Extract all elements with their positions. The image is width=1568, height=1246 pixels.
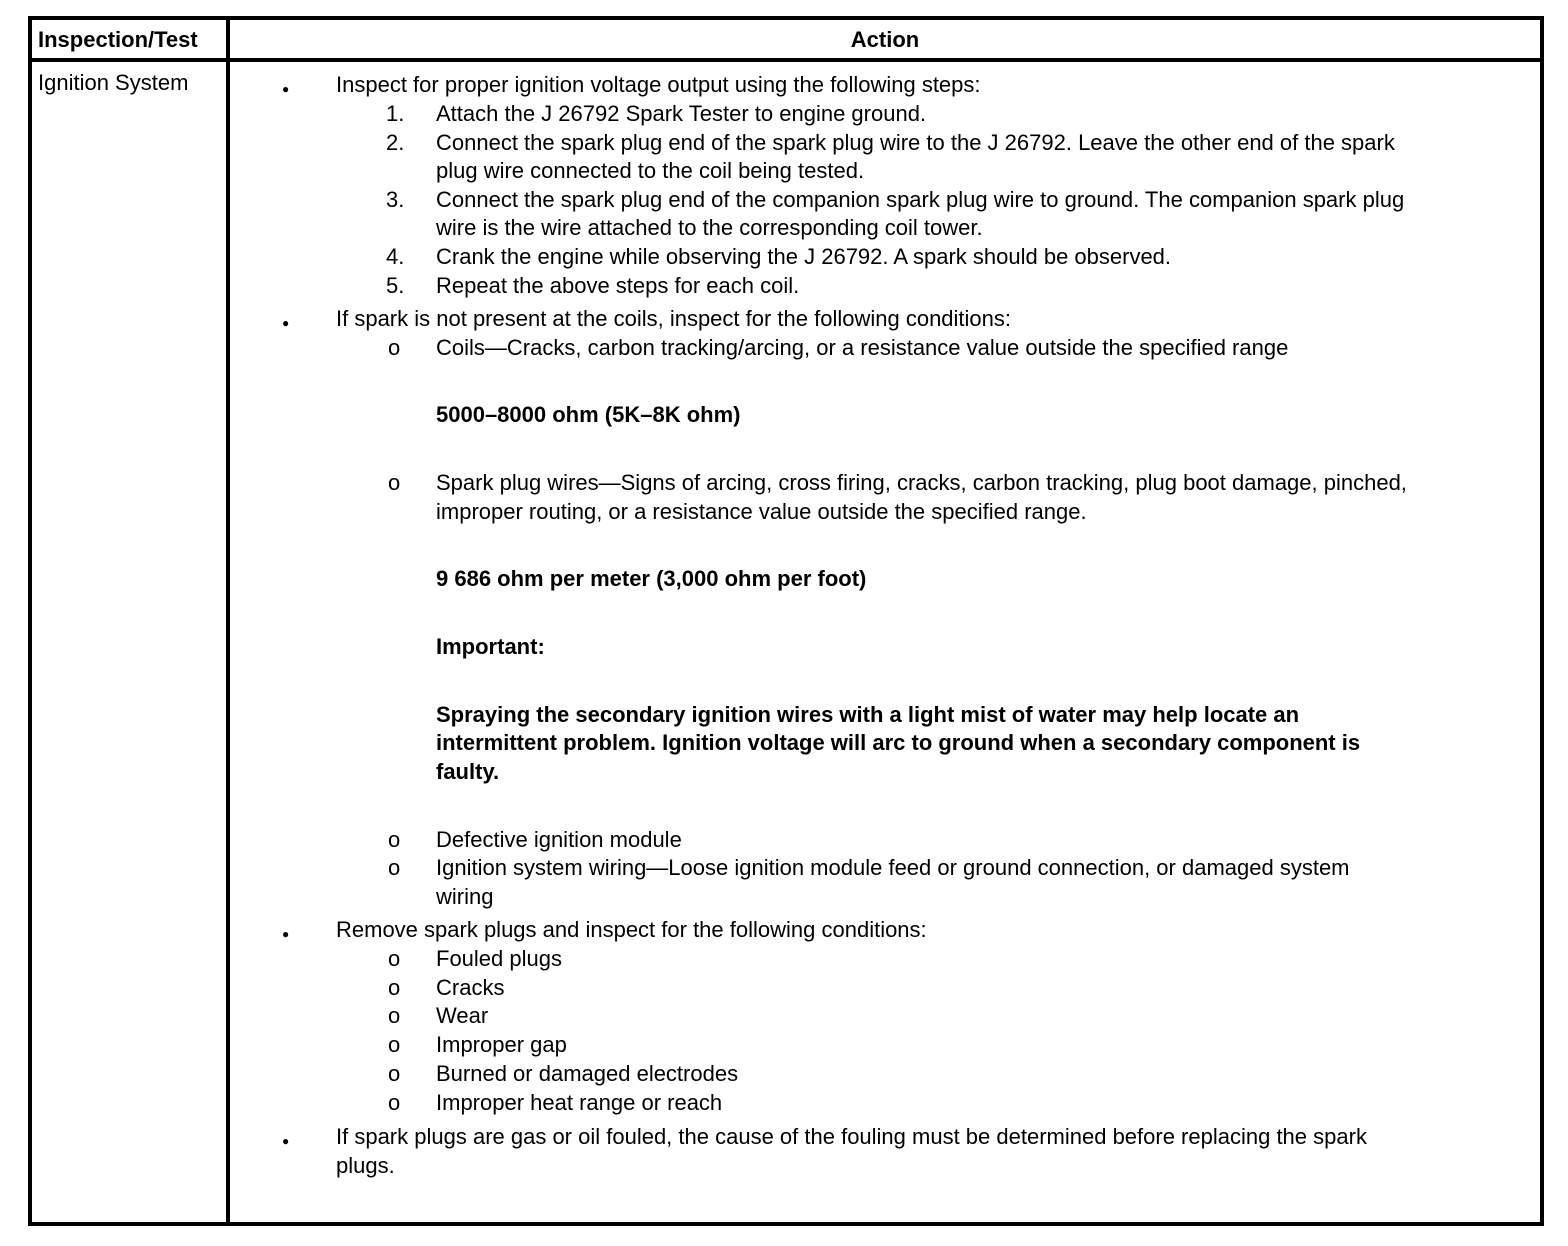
bullet-3-text: Remove spark plugs and inspect for the following conditions: [336, 917, 927, 942]
sub-bullet-marker: o [388, 335, 401, 360]
sub-bullet-marker: o [388, 1032, 401, 1057]
header-action: Action [850, 27, 920, 52]
note-line-2: intermittent problem. Ignition voltage will arc to ground when a secondary component is [436, 730, 1361, 755]
list-item: Fouled plugs [436, 946, 562, 971]
wires-text-line-1: Spark plug wires—Signs of arcing, cross firing, cracks, carbon tracking, plug boot damage, pinched, [436, 470, 1407, 495]
step-number: 5. [386, 273, 405, 298]
bullet-1-text: Inspect for proper ignition voltage output using the following steps: [336, 72, 981, 97]
step-1-text: Attach the J 26792 Spark Tester to engine ground. [436, 101, 927, 126]
important-label: Important: [436, 634, 545, 659]
inspection-table [28, 16, 1544, 1226]
list-item: Wear [436, 1003, 489, 1028]
coils-spec: 5000–8000 ohm (5K–8K ohm) [436, 402, 741, 427]
sub-bullet-marker: o [388, 1003, 401, 1028]
wiring-text-line-2: wiring [436, 884, 494, 909]
step-3-text-line-1: Connect the spark plug end of the companion spark plug wire to ground. The companion spark plug [436, 187, 1405, 212]
step-3-text-line-2: wire is the wire attached to the corresponding coil tower. [436, 215, 983, 240]
sub-bullet-marker: o [388, 975, 401, 1000]
column-divider [226, 20, 230, 1222]
bullet-4-text-line-2: plugs. [336, 1153, 395, 1178]
sub-bullet-marker: o [388, 946, 401, 971]
step-number: 2. [386, 130, 405, 155]
step-number: 4. [386, 244, 405, 269]
bullet-4-text-line-1: If spark plugs are gas or oil fouled, the cause of the fouling must be determined before replacing the spark [336, 1124, 1367, 1149]
bullet-marker: ● [282, 927, 290, 941]
sub-bullet-marker: o [388, 1090, 401, 1115]
bullet-marker: ● [282, 82, 290, 96]
sub-bullet-marker: o [388, 855, 401, 880]
step-2-text-line-2: plug wire connected to the coil being tested. [436, 158, 865, 183]
wiring-text-line-1: Ignition system wiring—Loose ignition module feed or ground connection, or damaged system [436, 855, 1350, 880]
step-5-text: Repeat the above steps for each coil. [436, 273, 800, 298]
step-2-text-line-1: Connect the spark plug end of the spark plug wire to the J 26792. Leave the other end of the spark [436, 130, 1395, 155]
step-number: 3. [386, 187, 405, 212]
bullet-marker: ● [282, 1134, 290, 1148]
sub-bullet-marker: o [388, 1061, 401, 1086]
wires-spec: 9 686 ohm per meter (3,000 ohm per foot) [436, 566, 867, 591]
sub-bullet-marker: o [388, 470, 401, 495]
module-text: Defective ignition module [436, 827, 682, 852]
note-line-1: Spraying the secondary ignition wires with a light mist of water may help locate an [436, 702, 1300, 727]
coils-text: Coils—Cracks, carbon tracking/arcing, or a resistance value outside the specified range [436, 335, 1289, 360]
step-4-text: Crank the engine while observing the J 26792. A spark should be observed. [436, 244, 1172, 269]
list-item: Cracks [436, 975, 505, 1000]
header-divider [32, 58, 1540, 62]
header-inspection-test: Inspection/Test [38, 27, 198, 52]
list-item: Improper heat range or reach [436, 1090, 723, 1115]
wires-text-line-2: improper routing, or a resistance value outside the specified range. [436, 499, 1087, 524]
list-item: Improper gap [436, 1032, 567, 1057]
note-line-3: faulty. [436, 759, 500, 784]
sub-bullet-marker: o [388, 827, 401, 852]
list-item: Burned or damaged electrodes [436, 1061, 739, 1086]
step-number: 1. [386, 101, 405, 126]
bullet-2-text: If spark is not present at the coils, inspect for the following conditions: [336, 306, 1012, 331]
bullet-marker: ● [282, 316, 290, 330]
category-ignition-system: Ignition System [38, 70, 189, 95]
